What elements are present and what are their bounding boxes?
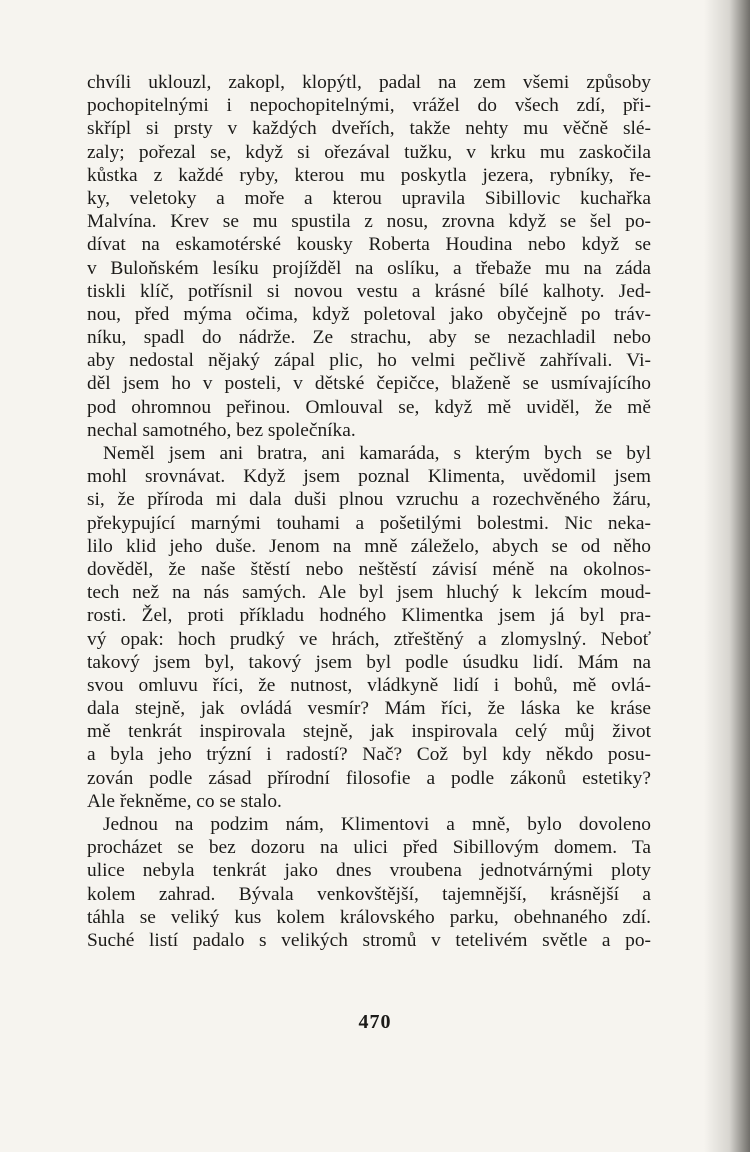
text-line: ky, veletoky a moře a kterou upravila Sibillovic kuchařka <box>87 187 651 209</box>
text-line: táhla se veliký kus kolem královského parku, obehnaného zdí. <box>87 906 651 928</box>
text-line: chvíli uklouzl, zakopl, klopýtl, padal na zem všemi způsoby <box>87 72 651 93</box>
text-line: lilo klid jeho duše. Jenom na mně záleželo, abych se od něho <box>87 535 651 557</box>
text-line: vý opak: hoch prudký ve hrách, ztřeštěný a zlomyslný. Neboť <box>87 628 651 650</box>
page-number: 470 <box>358 1011 392 1033</box>
paragraph-first-line: Jednou na podzim nám, Klimentovi a mně, bylo dovoleno <box>103 814 651 835</box>
text-line: rosti. Žel, proti příkladu hodného Klimentka jsem já byl pra- <box>87 605 651 627</box>
text-line: v Buloňském lesíku projížděl na oslíku, a třebaže mu na záda <box>87 257 651 279</box>
text-line: Suché listí padalo s velikých stromů v tetelivém světle a po- <box>87 929 651 951</box>
text-line: Ale řekněme, co se stalo. <box>87 790 282 812</box>
text-line: dověděl, že naše štěstí nebo neštěstí závisí méně na okolnos- <box>87 558 651 580</box>
text-line: nechal samotného, bez společníka. <box>87 419 356 441</box>
page-edge-shadow <box>704 0 750 1152</box>
text-line: ulice nebyla tenkrát jako dnes vroubena jednotvárnými ploty <box>87 860 651 882</box>
text-line: zován podle zásad přírodní filosofie a podle zákonů estetiky? <box>87 767 651 789</box>
text-line: dala stejně, jak ovládá vesmír? Mám říci, že láska ke kráse <box>87 698 651 720</box>
text-line: níku, spadl do nádrže. Ze strachu, aby se nezachladil nebo <box>87 327 651 349</box>
text-line: a byla jeho trýzní i radostí? Nač? Což byl kdy někdo posu- <box>87 744 651 766</box>
paragraph-first-line: Neměl jsem ani bratra, ani kamaráda, s kterým bych se byl <box>103 443 651 464</box>
text-line: si, že příroda mi dala duši plnou vzruchu a rozechvěného žáru, <box>87 489 651 511</box>
text-line: děl jsem ho v posteli, v dětské čepičce, blaženě se usmívajícího <box>87 373 651 395</box>
text-line: tech než na nás samých. Ale byl jsem hluchý k lekcím moud- <box>87 582 651 604</box>
text-line: dívat na eskamotérské kousky Roberta Houdina nebo když se <box>87 234 651 256</box>
text-line: Malvína. Krev se mu spustila z nosu, zrovna když se šel po- <box>87 211 651 233</box>
text-line: kolem zahrad. Bývala venkovštější, tajemnější, krásnější a <box>87 883 651 905</box>
text-line: aby nedostal nějaký zápal plic, ho velmi pečlivě zahřívali. Vi- <box>87 350 651 372</box>
text-line: překypující marnými touhami a pošetilými bolestmi. Nic neka- <box>87 512 651 534</box>
text-line: zaly; pořezal se, když si ořezával tužku, v krku mu zaskočila <box>87 141 651 163</box>
text-line: nou, před mýma očima, když poletoval jako obyčejně po tráv- <box>87 303 651 325</box>
text-line: kůstka z každé ryby, kterou mu poskytla jezera, rybníky, ře- <box>87 164 651 186</box>
text-line: skřípl si prsty v každých dveřích, takže nehty mu věčně slé- <box>87 118 651 140</box>
text-line: pod ohromnou peřinou. Omlouval se, když mě uviděl, že mě <box>87 396 651 418</box>
text-line: tiskli klíč, potřísnil si novou vestu a krásné bílé kalhoty. Jed- <box>87 280 651 302</box>
text-line: procházet se bez dozoru na ulici před Sibillovým domem. Ta <box>87 837 651 859</box>
body-text <box>87 71 651 952</box>
text-line: mě tenkrát inspirovala stejně, jak inspirovala celý můj život <box>87 721 651 743</box>
text-line: svou omluvu říci, že nutnost, vládkyně lidí i bohů, mě ovlá- <box>87 674 651 696</box>
text-line: pochopitelnými i nepochopitelnými, vrážel do všech zdí, při- <box>87 95 651 117</box>
text-line: mohl srovnávat. Když jsem poznal Klimenta, uvědomil jsem <box>87 466 651 488</box>
text-line: takový jsem byl, takový jsem byl podle úsudku lidí. Mám na <box>87 651 651 673</box>
